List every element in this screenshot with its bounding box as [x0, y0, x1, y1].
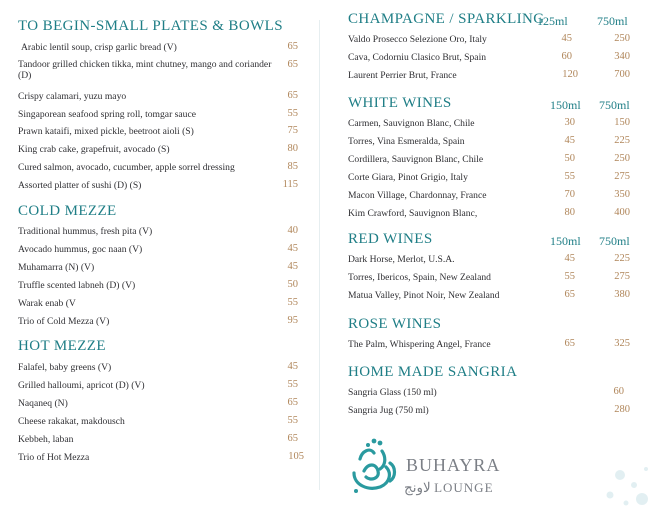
- section-title-red-wines: RED WINES: [348, 231, 433, 247]
- drink-price-bottle: 60: [613, 386, 624, 397]
- drink-price-glass: 55: [564, 271, 575, 282]
- buhayra-calligraphy-logo-icon: [346, 433, 402, 497]
- drink-price-bottle: 325: [614, 338, 630, 349]
- menu-item-price: 65: [287, 59, 298, 70]
- menu-item-price: 115: [282, 179, 298, 190]
- drink-price-bottle: 225: [614, 253, 630, 264]
- menu-item: Naqaneq (N): [18, 398, 68, 409]
- drink-item: The Palm, Whispering Angel, France: [348, 339, 491, 350]
- menu-item-price: 65: [287, 90, 298, 101]
- menu-item: Trio of Hot Mezza: [18, 452, 90, 463]
- menu-item-price: 85: [287, 161, 298, 172]
- menu-item-price: 75: [287, 125, 298, 136]
- menu-item: Avocado hummus, goc naan (V): [18, 244, 143, 255]
- drink-price-glass: 70: [564, 189, 575, 200]
- size-header-bottle: 750ml: [599, 234, 630, 248]
- drink-item: Cordillera, Sauvignon Blanc, Chile: [348, 154, 484, 165]
- drink-item: Kim Crawford, Sauvignon Blanc,: [348, 208, 478, 219]
- drink-price-glass: 65: [564, 338, 575, 349]
- drink-item: Matua Valley, Pinot Noir, New Zealand: [348, 290, 500, 301]
- drink-price-glass: 50: [564, 153, 575, 164]
- drink-item: Corte Giara, Pinot Grigio, Italy: [348, 172, 468, 183]
- drink-price-bottle: 350: [614, 189, 630, 200]
- menu-item: Singaporean seafood spring roll, tomgar sauce: [18, 109, 196, 120]
- drink-price-bottle: 340: [614, 51, 630, 62]
- menu-item-price: 80: [287, 143, 298, 154]
- section-title-small-plates: TO BEGIN-SMALL PLATES & BOWLS: [18, 18, 283, 34]
- menu-item-price: 45: [287, 243, 298, 254]
- section-title-champagne: CHAMPAGNE / SPARKLING: [348, 11, 545, 27]
- drink-price-bottle: 250: [614, 33, 630, 44]
- drink-price-glass: 65: [564, 289, 575, 300]
- brand-name: BUHAYRA: [406, 455, 501, 475]
- drink-item: Sangria Glass (150 ml): [348, 387, 437, 398]
- menu-item: Assorted platter of sushi (D) (S): [18, 180, 142, 191]
- drink-price-glass: 45: [564, 253, 575, 264]
- drink-price-bottle: 250: [614, 153, 630, 164]
- menu-item: Prawn kataifi, mixed pickle, beetroot aioli (S): [18, 126, 194, 137]
- size-header-glass: 150ml: [550, 234, 581, 248]
- menu-item-price: 50: [287, 279, 298, 290]
- drink-item: Torres, Ibericos, Spain, New Zealand: [348, 272, 491, 283]
- menu-item-price: 95: [287, 315, 298, 326]
- menu-item: Warak enab (V: [18, 298, 76, 309]
- menu-item-price: 40: [287, 225, 298, 236]
- drink-item: Valdo Prosecco Selezione Oro, Italy: [348, 34, 487, 45]
- menu-item-price: 55: [287, 379, 298, 390]
- drink-item: Torres, Vina Esmeralda, Spain: [348, 136, 465, 147]
- menu-item-price: 55: [287, 108, 298, 119]
- section-title-cold-mezze: COLD MEZZE: [18, 203, 117, 219]
- brand-arabic: لاونج: [404, 480, 431, 495]
- section-title-white-wines: WHITE WINES: [348, 95, 452, 111]
- section-title-rose-wines: ROSE WINES: [348, 316, 442, 332]
- menu-item-price: 65: [287, 41, 298, 52]
- menu-item: Tandoor grilled chicken tikka, mint chutney, mango and coriander (D): [18, 59, 272, 81]
- drink-price-glass: 120: [562, 69, 578, 80]
- drink-item: Macon Village, Chardonnay, France: [348, 190, 487, 201]
- menu-item: Cheese rakakat, makdousch: [18, 416, 125, 427]
- drink-price-glass: 45: [561, 33, 572, 44]
- menu-item: Kebbeh, laban: [18, 434, 74, 445]
- menu-item: Trio of Cold Mezza (V): [18, 316, 110, 327]
- menu-item-price: 45: [287, 361, 298, 372]
- menu-item-price: 105: [288, 451, 304, 462]
- drink-price-glass: 60: [561, 51, 572, 62]
- drink-price-bottle: 400: [614, 207, 630, 218]
- drink-item: Dark Horse, Merlot, U.S.A.: [348, 254, 455, 265]
- drink-price-bottle: 225: [614, 135, 630, 146]
- drink-price-glass: 55: [564, 171, 575, 182]
- drink-price-glass: 80: [564, 207, 575, 218]
- menu-item: Muhamarra (N) (V): [18, 262, 95, 273]
- menu-item-price: 65: [287, 433, 298, 444]
- menu-item: Cured salmon, avocado, cucumber, apple sorrel dressing: [18, 162, 235, 173]
- drink-price-bottle: 280: [614, 404, 630, 415]
- menu-item-price: 45: [287, 261, 298, 272]
- brand-subtitle: [404, 480, 494, 496]
- menu-item: Arabic lentil soup, crisp garlic bread (V): [21, 42, 177, 53]
- drink-item: Sangria Jug (750 ml): [348, 405, 429, 416]
- drink-item: Cava, Codorniu Clasico Brut, Spain: [348, 52, 487, 63]
- drink-price-bottle: 380: [614, 289, 630, 300]
- drink-price-bottle: 275: [614, 271, 630, 282]
- size-header-bottle: 750ml: [597, 14, 628, 28]
- drink-price-glass: 45: [564, 135, 575, 146]
- size-header-glass: 150ml: [550, 98, 581, 112]
- menu-item: King crab cake, grapefruit, avocado (S): [18, 144, 170, 155]
- drink-price-glass: 30: [564, 117, 575, 128]
- column-divider: [319, 20, 320, 490]
- size-header-bottle: 750ml: [599, 98, 630, 112]
- drink-item: Carmen, Sauvignon Blanc, Chile: [348, 118, 475, 129]
- menu-item: Crispy calamari, yuzu mayo: [18, 91, 127, 102]
- menu-item: Falafel, baby greens (V): [18, 362, 112, 373]
- section-title-hot-mezze: HOT MEZZE: [18, 338, 106, 354]
- brand-lounge: LOUNGE: [434, 480, 494, 495]
- drink-price-bottle: 275: [614, 171, 630, 182]
- drink-item: Laurent Perrier Brut, France: [348, 70, 457, 81]
- menu-item-price: 55: [287, 297, 298, 308]
- section-title-sangria: HOME MADE SANGRIA: [348, 364, 518, 380]
- drink-price-bottle: 700: [614, 69, 630, 80]
- menu-item: Traditional hummus, fresh pita (V): [18, 226, 153, 237]
- drink-price-bottle: 150: [614, 117, 630, 128]
- menu-item: Grilled halloumi, apricot (D) (V): [18, 380, 145, 391]
- size-header-glass: 125ml: [537, 14, 568, 28]
- menu-item: Truffle scented labneh (D) (V): [18, 280, 136, 291]
- menu-item-price: 55: [287, 415, 298, 426]
- decorative-dots-icon: [530, 455, 650, 512]
- menu-item-price: 65: [287, 397, 298, 408]
